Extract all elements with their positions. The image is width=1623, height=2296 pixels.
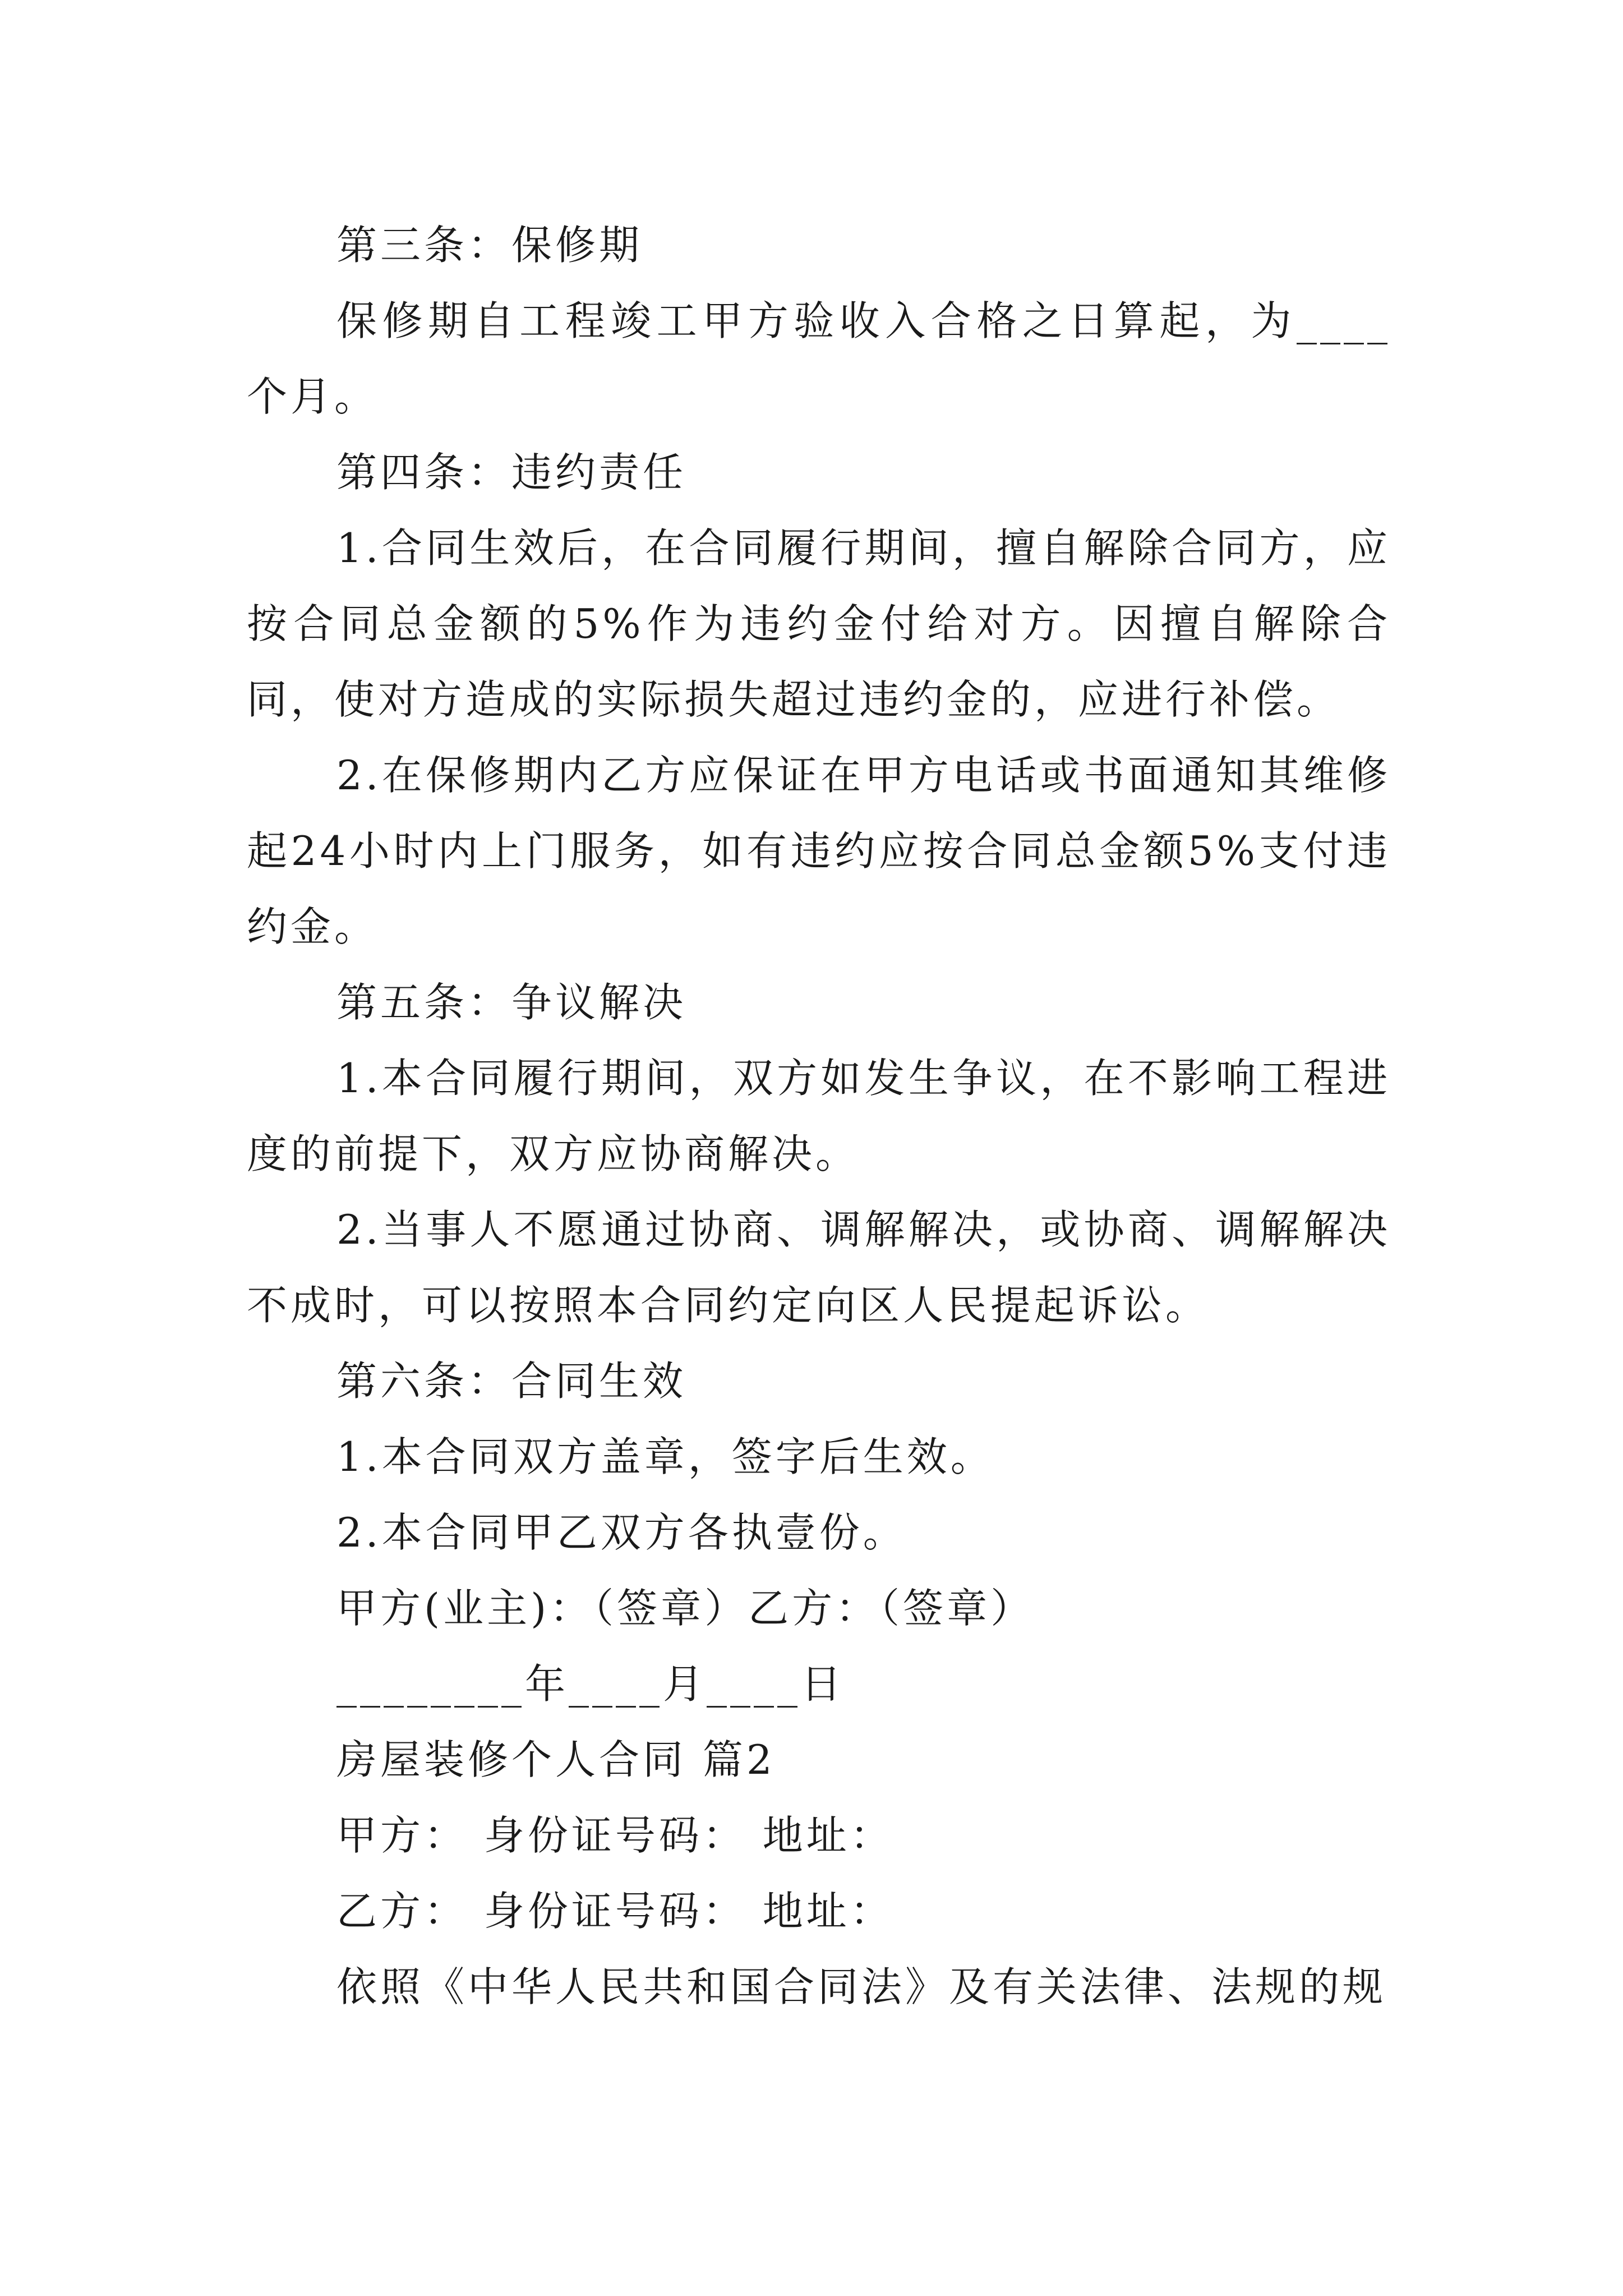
article-4-clause-1: 1.合同生效后，在合同履行期间，擅自解除合同方，应按合同总金额的5%作为违约金付给对方。因擅自解除合同，使对方造成的实际损失超过违约金的，应进行补偿。 <box>247 524 1391 723</box>
signature-line: 甲方(业主)：（签章）乙方：（签章） <box>336 1585 1035 1632</box>
article-5-clause-2: 2.当事人不愿通过协商、调解解决，或协商、调解解决不成时，可以按照本合同约定向区人民提起诉讼。 <box>247 1206 1391 1329</box>
article-6-heading: 第六条：合同生效 <box>336 1358 687 1405</box>
article-4-clause-2: 2.在保修期内乙方应保证在甲方电话或书面通知其维修起24小时内上门服务，如有违约应按合同总金额5%支付违约金。 <box>247 752 1391 950</box>
article-6-clause-2: 2.本合同甲乙双方各执壹份。 <box>336 1509 907 1556</box>
party-a-line: 甲方： 身份证号码： 地址： <box>336 1812 894 1859</box>
legal-basis-text: 依照《中华人民共和国合同法》及有关法律、法规的规 <box>336 1963 1387 2010</box>
article-3-text: 保修期自工程竣工甲方验收入合格之日算起，为____个月。 <box>247 297 1391 420</box>
date-line: ________年____月____日 <box>336 1660 845 1708</box>
party-b-line: 乙方： 身份证号码： 地址： <box>336 1888 894 1935</box>
section-title: 房屋装修个人合同 篇2 <box>336 1736 776 1783</box>
document-body <box>247 208 1391 2025</box>
article-3-heading: 第三条：保修期 <box>336 222 643 269</box>
article-4-heading: 第四条：违约责任 <box>336 449 687 496</box>
article-5-clause-1: 1.本合同履行期间，双方如发生争议，在不影响工程进度的前提下，双方应协商解决。 <box>247 1055 1391 1177</box>
article-6-clause-1: 1.本合同双方盖章，签字后生效。 <box>336 1433 994 1480</box>
article-5-heading: 第五条：争议解决 <box>336 979 687 1026</box>
